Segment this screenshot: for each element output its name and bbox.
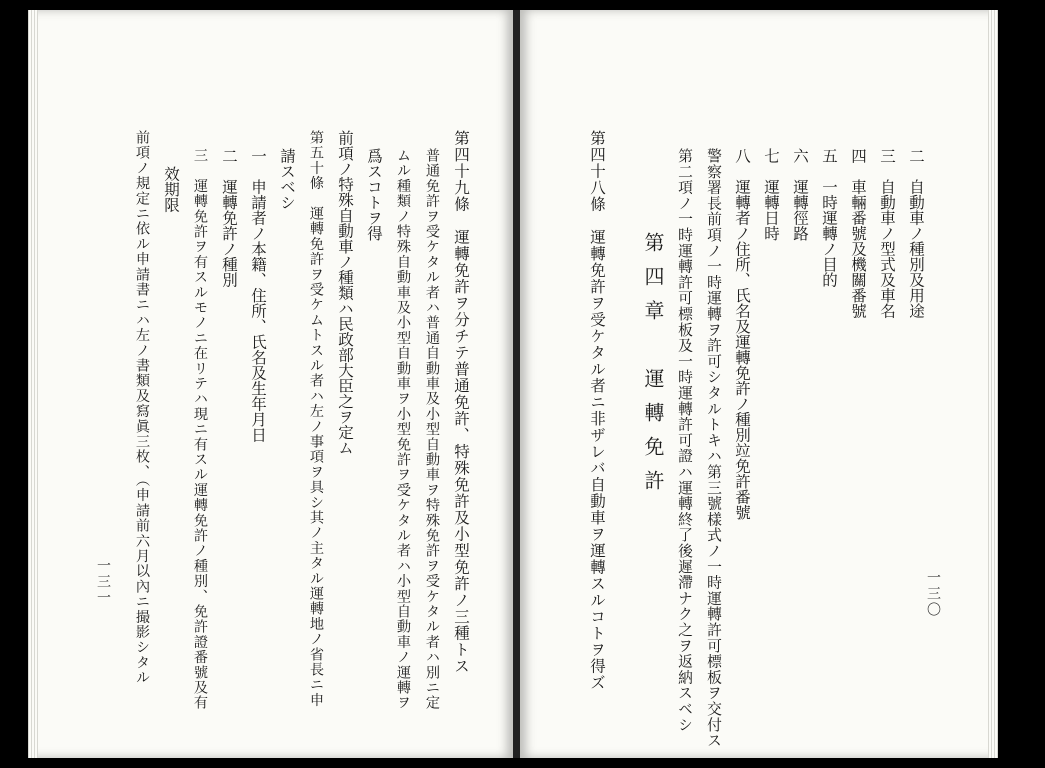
- line-l9: 二 運轉免許ノ種別: [220, 148, 238, 288]
- chapter-heading: 第四章 運轉免許: [641, 232, 665, 504]
- line-r3: 四 車輛番號及機關番號: [849, 148, 867, 319]
- line-l10: 三 運轉免許ヲ有スルモノニ在リテハ現ニ有スル運轉免許ノ種別、免許證番號及有: [192, 148, 208, 711]
- page-number: 一三〇: [925, 570, 941, 618]
- line-r6: 七 運轉日時: [762, 148, 780, 241]
- left-page: [28, 10, 513, 758]
- page-number: 一三一: [95, 558, 111, 606]
- line-l7: 請スベシ: [278, 148, 296, 210]
- right-page: [520, 10, 998, 758]
- line-l8: 一 申請者ノ本籍、住所、氏名及生年月日: [249, 148, 267, 443]
- page-edge: [988, 10, 998, 758]
- line-r7: 八 運轉者ノ住所、氏名及運轉免許ノ種別竝免許番號: [733, 148, 751, 520]
- line-l6: 第五十條 運轉免許ヲ受ケムトスル者ハ左ノ事項ヲ具シ其ノ主タル運轉地ノ省長ニ申: [308, 130, 324, 708]
- line-l2: 普通免許ヲ受ケタル者ハ普通自動車及小型自動車ヲ特殊免許ヲ受ケタル者ハ別ニ定: [424, 148, 440, 711]
- line-r9: 第二項ノ一時運轉許可標板及一時運轉許可證ハ運轉終了後遲滯ナク之ヲ返納スベシ: [676, 148, 693, 733]
- gutter: [513, 10, 520, 758]
- line-r2: 三 自動車ノ型式及車名: [878, 148, 896, 319]
- line-r4: 五 一時運轉ノ目的: [820, 148, 838, 288]
- line-l4: 爲スコトヲ得: [365, 148, 383, 241]
- line-r5: 六 運轉徑路: [791, 148, 809, 241]
- line-l1: 第四十九條 運轉免許ヲ分チテ普通免許、特殊免許及小型免許ノ三種トス: [452, 130, 470, 675]
- line-r8: 警察署長前項ノ一時運轉ヲ許可シタルトキハ第三號樣式ノ一時運轉許可標板ヲ交付ス: [705, 148, 722, 749]
- line-r11: 第四十八條 運轉免許ヲ受ケタル者ニ非ザレバ自動車ヲ運轉スルコトヲ得ズ: [588, 130, 606, 691]
- page-edge: [28, 10, 38, 758]
- line-l11: 效期限: [162, 166, 180, 213]
- line-r1: 二 自動車ノ種別及用途: [907, 148, 925, 319]
- line-l5: 前項ノ特殊自動車ノ種類ハ民政部大臣之ヲ定ム: [336, 130, 354, 456]
- line-l12: 前項ノ規定ニ依ル申請書ニハ左ノ書類及寫眞三枚、（申請前六月以內ニ撮影シタル: [134, 130, 150, 686]
- line-l3: ムル種類ノ特殊自動車及小型自動車ヲ小型免許ヲ受ケタル者ハ小型自動車ノ運轉ヲ: [395, 148, 411, 711]
